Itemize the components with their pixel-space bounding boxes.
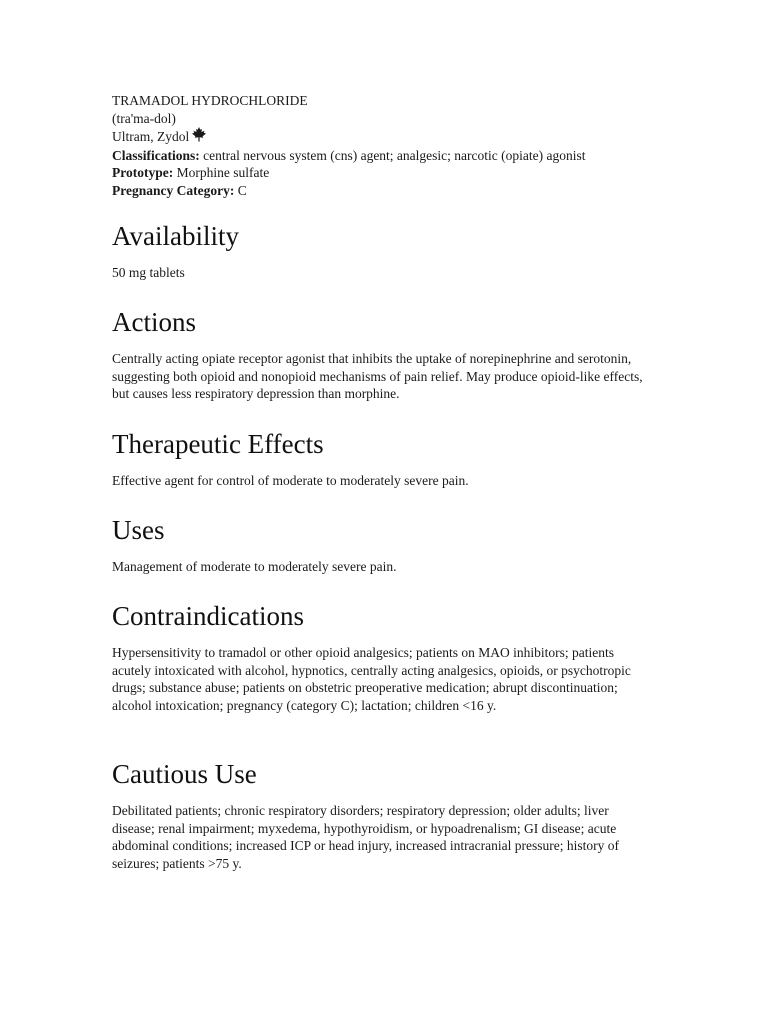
- canadian-maple-leaf-icon: [192, 127, 206, 147]
- actions-heading: Actions: [112, 307, 196, 337]
- therapeutic-effects-text: Effective agent for control of moderate to moderately severe pain.: [112, 473, 469, 488]
- contraindications-heading: Contraindications: [112, 601, 304, 631]
- pregnancy-category-label: Pregnancy Category:: [112, 182, 235, 198]
- prototype-value: Morphine sulfate: [173, 165, 270, 181]
- actions-section: [112, 306, 652, 403]
- cautious-use-text: Debilitated patients; chronic respiratory disorders; respiratory depression; older adults; liver disease; renal impairment; myxedema, hypothyroidism, or hypoadrenalism; GI disease; acute abdominal conditions; increased ICP or head injury, increased intracranial pressure; history of seizures; patients >75 y.: [112, 803, 619, 871]
- pregnancy-category-line: [112, 182, 652, 200]
- brand-names-line: [112, 127, 652, 147]
- uses-section: [112, 514, 652, 576]
- classifications-value: central nervous system (cns) agent; analgesic; narcotic (opiate) agonist: [199, 147, 586, 163]
- document-page: [112, 92, 652, 871]
- prototype-line: [112, 164, 652, 182]
- pregnancy-category-value: C: [234, 182, 247, 198]
- contraindications-text: Hypersensitivity to tramadol or other opioid analgesics; patients on MAO inhibitors; patients acutely intoxicated with alcohol, hypnotics, centrally acting analgesics, opioids, or psychotropic drugs; substance abuse; patients on obstetric preoperative medication; abrupt discontinuation; alcohol intoxication; pregnancy (category C); lactation; children <16 y.: [112, 645, 631, 713]
- availability-section: [112, 220, 652, 282]
- brand-names: Ultram, Zydol: [112, 129, 190, 145]
- prototype-label: Prototype:: [112, 165, 174, 181]
- drug-pronunciation: (tra'ma-dol): [112, 110, 176, 126]
- availability-heading: Availability: [112, 221, 239, 251]
- actions-text: Centrally acting opiate receptor agonist that inhibits the uptake of norepinephrine and serotonin, suggesting both opioid and nonopioid mechanisms of pain relief. May produce opioid-like effects, but causes less respiratory depression than morphine.: [112, 351, 643, 401]
- cautious-use-heading: Cautious Use: [112, 759, 257, 789]
- availability-text: 50 mg tablets: [112, 265, 185, 280]
- uses-text: Management of moderate to moderately severe pain.: [112, 559, 397, 574]
- contraindications-section: [112, 600, 652, 714]
- therapeutic-effects-section: [112, 428, 652, 490]
- drug-name: TRAMADOL HYDROCHLORIDE: [112, 93, 308, 108]
- therapeutic-effects-heading: Therapeutic Effects: [112, 429, 324, 459]
- uses-heading: Uses: [112, 515, 165, 545]
- cautious-use-section: [112, 758, 652, 872]
- classifications-label: Classifications:: [112, 147, 200, 163]
- drug-header: [112, 92, 652, 200]
- classifications-line: [112, 147, 652, 165]
